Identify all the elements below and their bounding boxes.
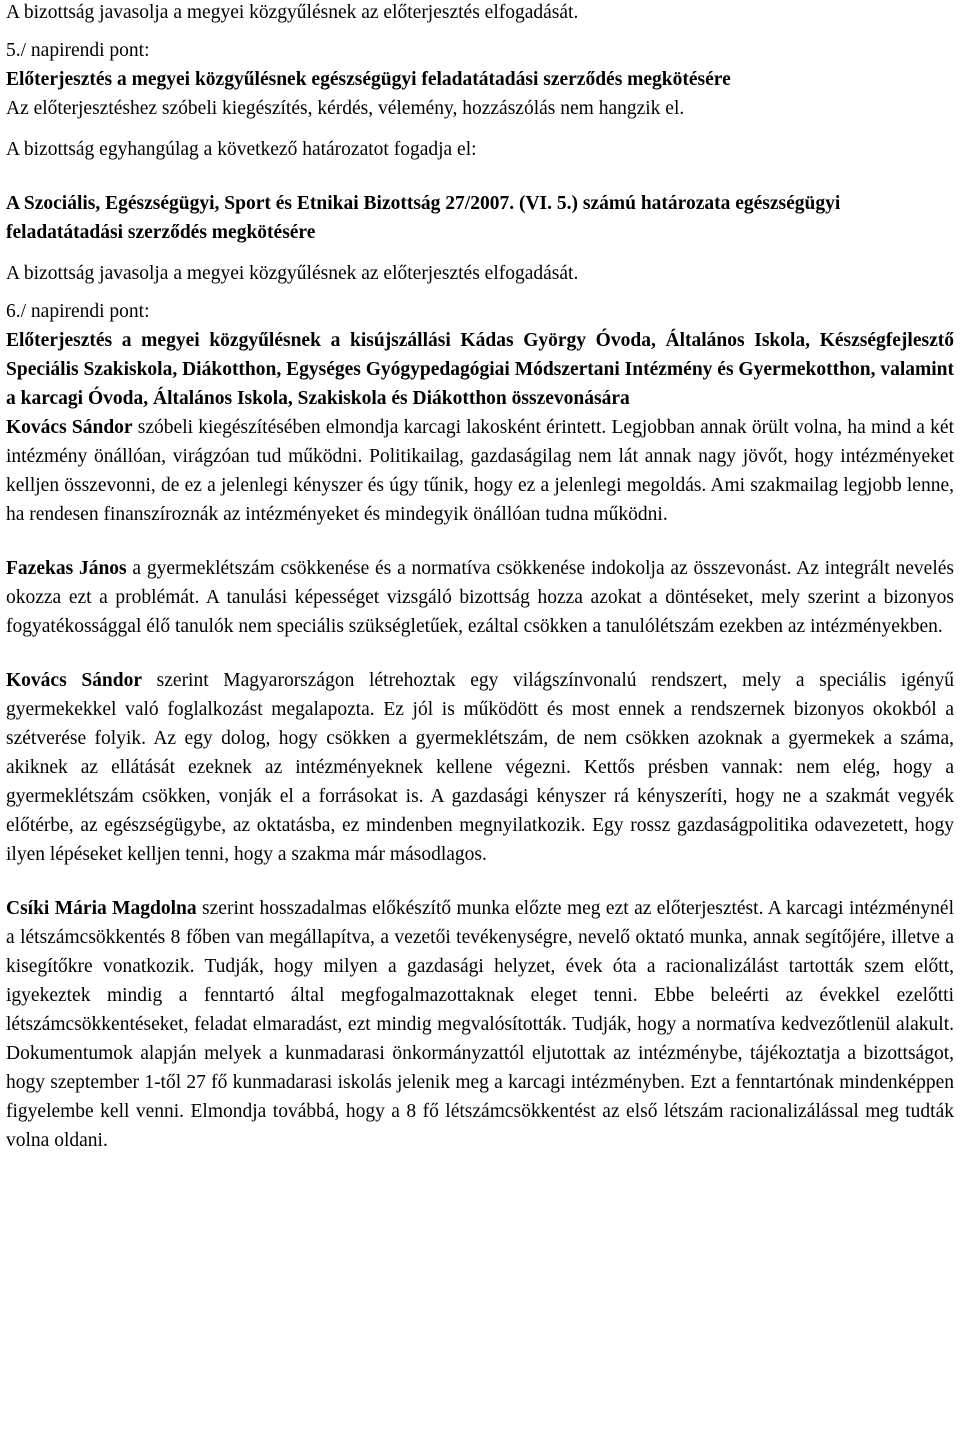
agenda-item-5-note: Az előterjesztéshez szóbeli kiegészítés, kérdés, vélemény, hozzászólás nem hangzik el.: [6, 98, 685, 119]
speaker-name: Kovács Sándor: [6, 417, 133, 438]
agenda-item-6-heading: 6./ napirendi pont:: [6, 301, 150, 322]
decision-intro: A bizottság egyhangúlag a következő határozatot fogadja el:: [6, 139, 477, 160]
speech-1: [6, 413, 954, 529]
speech-3: [6, 666, 954, 869]
speech-text: a gyermeklétszám csökkenése és a normatíva csökkenése indokolja az összevonást. Az integrált nevelés okozza ezt a problémát. A tanulási képességet vizsgáló bizottság hozza azokat a döntéseket, mely szerint a bizonyos fogyatékossággal élő tanulók nem speciális szükségletűek, ezáltal csökken a tanulólétszám ezekben az intézményekben.: [6, 558, 954, 637]
agenda-item-6-title: Előterjesztés a megyei közgyűlésnek a kisújszállási Kádas György Óvoda, Általános Iskola, Készségfejlesztő Speciális Szakiskola, Diákotthon, Egységes Gyógypedagógiai Módszertani Intézmény és Gyermekotthon, valamint a karcagi Óvoda, Általános Iskola, Szakiskola és Diákotthon összevonására: [6, 330, 954, 409]
speech-text: szerint hosszadalmas előkészítő munka előzte meg ezt az előterjesztést. A karcagi intézménynél a létszámcsökkentés 8 főben van megállapítva, a vezetői tevékenységre, nevelő oktató munka, annak segítőjére, illetve a kisegítőkre vonatkozik. Tudják, hogy milyen a gazdasági helyzet, évek óta a racionalizálást tartották szem előtt, igyekeztek mindig a fenntartó által megfogalmazottaknak eleget tenni. Ebbe beleérti az évekkel ezelőtti létszámcsökkentéseket, feladat elmaradást, ezt mindig megvalósították. Tudják, hogy a normatíva kedvezőtlenül alakult. Dokumentumok alapján melyek a kunmadarasi önkormányzattól eljutottak az intézménybe, tájékoztatja a bizottságot, hogy szeptember 1-től 27 fő kunmadarasi iskolás jelenik meg a karcagi intézményben. Ezt a fenntartónak mindenképpen figyelembe kell venni. Elmondja továbbá, hogy a 8 fő létszámcsökkentést az első létszám racionalizálással meg tudták volna oldani.: [6, 898, 955, 1151]
speaker-name: Fazekas János: [6, 558, 127, 579]
speaker-name: Csíki Mária Magdolna: [6, 898, 197, 919]
resolution-recommendation: A bizottság javasolja a megyei közgyűlésnek az előterjesztés elfogadását.: [6, 263, 579, 284]
agenda-item-5-heading: 5./ napirendi pont:: [6, 40, 150, 61]
resolution-title: A Szociális, Egészségügyi, Sport és Etnikai Bizottság 27/2007. (VI. 5.) számú határozata egészségügyi feladatátadási szerződés megkötésére: [6, 193, 841, 243]
speech-4: [6, 894, 954, 1155]
speech-text: szerint Magyarországon létrehoztak egy világszínvonalú rendszert, mely a speciális igényű gyermekekkel való foglalkozást megalapozta. Ez jól is működött és most ennek a rendszernek bizonyos okokból a szétverése folyik. Az egy dolog, hogy csökken a gyermeklétszám, de nem csökken azoknak a gyermekek a száma, akiknek az ellátását ezeknek az intézményeknek kellene végezni. Kettős présben vannak: nem elég, hogy a gyermeklétszám csökken, vonják el a forrásokat is. A gazdasági kényszer rá kényszeríti, hogy ne a szakmát vegyék előtérbe, az egészségügybe, az oktatásba, ez mindenben megnyilatkozik. Egy rossz gazdaságpolitika odavezetett, hogy ilyen lépéseket kelljen tenni, hogy a szakma már másodlagos.: [6, 670, 954, 865]
recommendation-line: A bizottság javasolja a megyei közgyűlésnek az előterjesztés elfogadását.: [6, 2, 579, 23]
speaker-name: Kovács Sándor: [6, 670, 143, 691]
agenda-item-5-title: Előterjesztés a megyei közgyűlésnek egészségügyi feladatátadási szerződés megkötésére: [6, 69, 731, 90]
speech-2: [6, 554, 954, 641]
speech-text: szóbeli kiegészítésében elmondja karcagi lakosként érintett. Legjobban annak örült volna, ha mind a két intézmény önállóan, virágzóan tud működni. Politikailag, gazdaságilag nem lát annak nagy jövőt, hogy intézményeket kelljen összevonni, de ez a jelenlegi kényszer és úgy tűnik, hogy ez a jelenlegi megoldás. Ami szakmailag legjobb lenne, ha rendesen finanszíroznák az intézményeket és mindegyik önállóan tudna működni.: [6, 417, 954, 525]
